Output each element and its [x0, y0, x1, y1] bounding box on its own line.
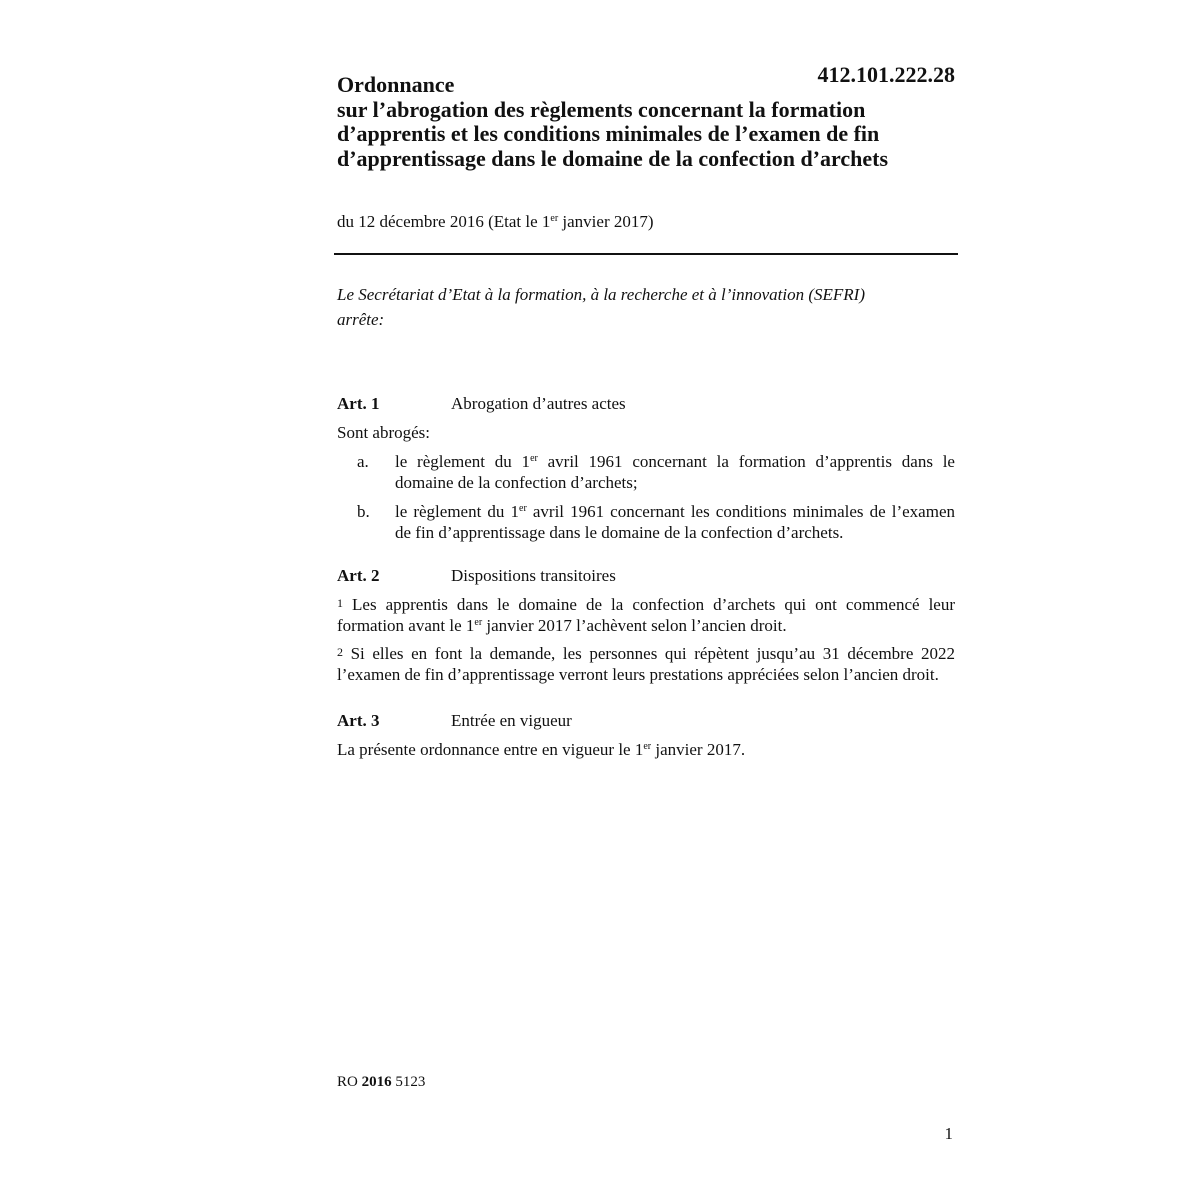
title-divider	[334, 253, 958, 255]
article-2	[337, 565, 955, 685]
title-line: sur l’abrogation des règlements concernant la formation	[337, 96, 866, 122]
paragraph: 1 Les apprentis dans le domaine de la confection d’archets qui ont commencé leur formation avant le 1er janvier 2017 l’achèvent selon l’ancien droit.	[337, 595, 955, 635]
title-line: d’apprentissage dans le domaine de la confection d’archets	[337, 145, 889, 171]
article-intro: Sont abrogés:	[337, 423, 431, 442]
list-item-text: le règlement du 1er avril 1961 concernant la formation d’apprentis dans le domaine de la confection d’archets;	[395, 452, 955, 492]
article-3	[337, 710, 955, 760]
article-number: Art. 2	[337, 566, 380, 585]
document-page	[337, 0, 957, 1200]
article-heading	[337, 393, 955, 414]
list-item-letter: b.	[357, 502, 370, 521]
preamble-decree: arrête:	[337, 310, 385, 329]
article-number: Art. 3	[337, 711, 380, 730]
preamble-authority: Le Secrétariat d’Etat à la formation, à la recherche et à l’innovation (SEFRI)	[337, 285, 865, 304]
ro-reference: RO 2016 5123	[337, 1074, 426, 1090]
article-title: Entrée en vigueur	[451, 711, 572, 730]
paragraph: 2 Si elles en font la demande, les personnes qui répètent jusqu’au 31 décembre 2022 l’examen de fin d’apprentissage verront leurs prestations appréciées selon l’ancien droit.	[337, 644, 955, 684]
date-line: du 12 décembre 2016 (Etat le 1er janvier 2017)	[337, 212, 654, 231]
list-item	[337, 451, 955, 493]
article-title: Abrogation d’autres actes	[451, 394, 626, 413]
document-body	[337, 393, 955, 760]
title-line: Ordonnance	[337, 72, 455, 97]
preamble	[337, 282, 865, 332]
sr-number: 412.101.222.28	[817, 62, 955, 87]
paragraph-number: 2	[337, 645, 343, 659]
document-title	[337, 73, 957, 171]
page-number: 1	[944, 1124, 953, 1143]
paragraph-number: 1	[337, 596, 343, 610]
list-item-letter: a.	[357, 452, 369, 471]
article-heading	[337, 565, 955, 586]
article-number: Art. 1	[337, 394, 380, 413]
article-1	[337, 393, 955, 543]
list-item	[337, 501, 955, 543]
list-item-text: le règlement du 1er avril 1961 concernant les conditions minimales de l’examen de fin d’apprentissage dans le domaine de la confection d’archets.	[395, 502, 955, 542]
title-line: d’apprentis et les conditions minimales de l’examen de fin	[337, 121, 880, 146]
article-title: Dispositions transitoires	[451, 566, 616, 585]
article-heading	[337, 710, 955, 731]
paragraph: La présente ordonnance entre en vigueur le 1er janvier 2017.	[337, 740, 746, 759]
